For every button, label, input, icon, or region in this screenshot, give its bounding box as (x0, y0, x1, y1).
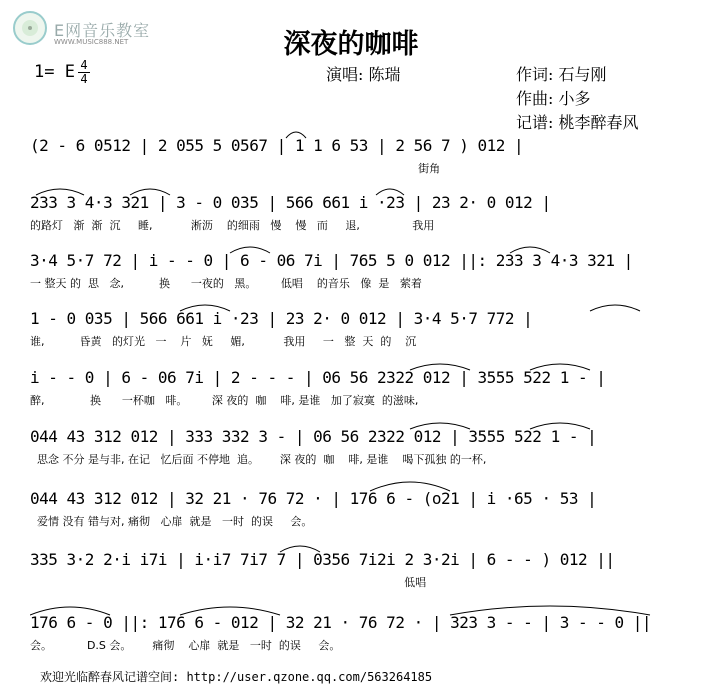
notation: 335 3·2 2·i i7i | i·i7 7i7 7 | 0356 7i2i 2 3·2i | 6 - - ) 012 || (30, 550, 615, 569)
time-signature-bottom: 4 (80, 72, 88, 86)
notation: 044 43 312 012 | 333 332 3 - | 06 56 2322 012 | 3555 522 1 - | (30, 427, 597, 446)
composer-credit: 作曲: 小多 (516, 89, 591, 108)
lyrics: 的路灯 渐 渐 沉 睡, 淅沥 的细雨 慢 慢 而 退, 我用 (30, 219, 435, 232)
singer-credit: 演唱: 陈瑞 (326, 65, 401, 84)
notation: 1 - 0 035 | 566 661 i ·23 | 23 2· 0 012 | 3·4 5·7 772 | (30, 309, 533, 328)
lyrics: 思念 不分 是与非, 在记 忆后面 不停地 追。 深 夜的 咖 啡, 是谁 喝下孤独 的一杯, (30, 453, 487, 466)
key-signature: 1= E (34, 62, 75, 82)
lyrics: 街角 (30, 162, 441, 175)
song-title: 深夜的咖啡 (283, 29, 419, 60)
transcriber-credit: 记谱: 桃李醉春风 (516, 113, 639, 132)
lyrics: 谁, 昏黄 的灯光 一 片 妩 媚, 我用 一 整 天 的 沉 (30, 335, 417, 348)
logo-text: E网音乐教室 (54, 21, 151, 40)
notation: (2 - 6 0512 | 2 055 5 0567 | 1 1 6 53 | 2 56 7 ) 012 | (30, 136, 524, 155)
notation: 176 6 - 0 ||: 176 6 - 012 | 32 21 · 76 72 · | 323 3 - - | 3 - - 0 || (30, 613, 652, 632)
footer-text: 欢迎光临醉春风记谱空间: http://user.qzone.qq.com/563264185 (40, 670, 433, 684)
lyrics: 醉, 换 一杯咖 啡。 深 夜的 咖 啡, 是谁 加了寂寞 的滋味, (30, 394, 419, 407)
lyrics: 会。 D.S 会。 痛彻 心扉 就是 一时 的误 会。 (30, 639, 341, 652)
time-signature (76, 60, 92, 85)
time-signature-top: 4 (80, 58, 88, 72)
notation: 3·4 5·7 72 | i - - 0 | 6 - 06 7i | 765 5 0 012 ||: 233 3 4·3 321 | (30, 251, 633, 270)
notation: i - - 0 | 6 - 06 7i | 2 - - - | 06 56 2322 012 | 3555 522 1 - | (30, 368, 606, 387)
notation: 044 43 312 012 | 32 21 · 76 72 · | 176 6 - (o21 | i ·65 · 53 | (30, 489, 597, 508)
lyricist-credit: 作词: 石与刚 (516, 65, 607, 84)
lyrics: 低唱 (30, 576, 427, 589)
logo-url: WWW.MUSIC888.NET (54, 38, 129, 46)
notation: 233 3 4·3 321 | 3 - 0 035 | 566 661 i ·23 | 23 2· 0 012 | (30, 193, 551, 212)
lyrics: 爱情 没有 错与对, 痛彻 心扉 就是 一时 的误 会。 (30, 515, 313, 528)
lyrics: 一 整天 的 思 念, 换 一夜的 黑。 低唱 的音乐 像 是 萦着 (30, 277, 422, 290)
